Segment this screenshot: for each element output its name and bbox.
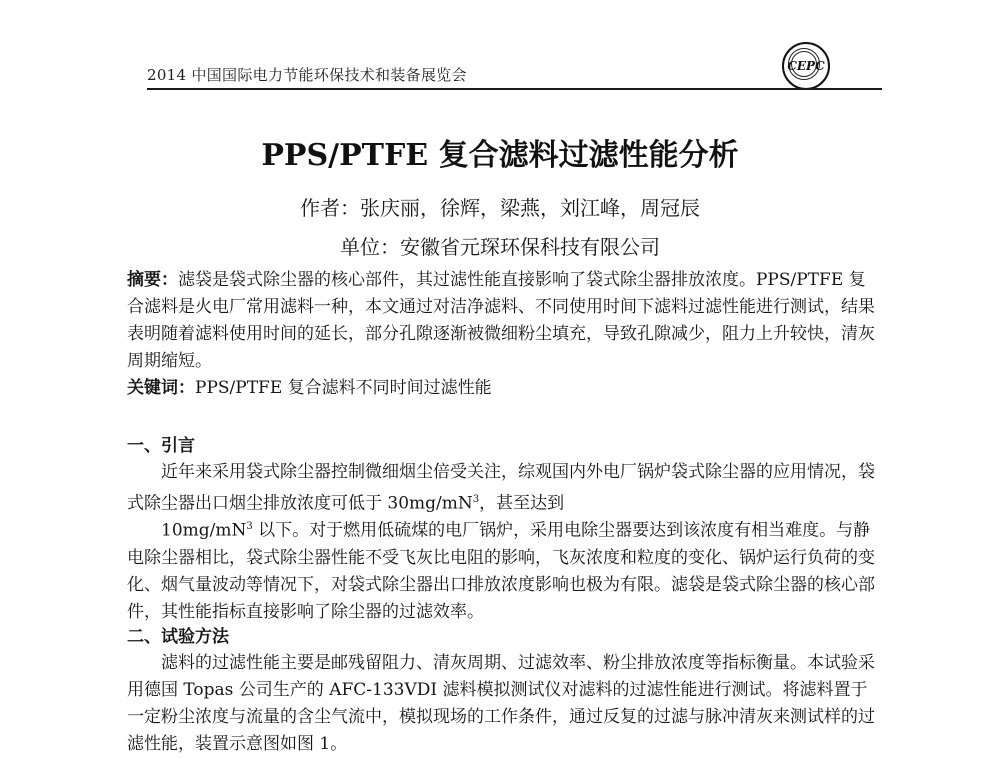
intro-p2-superscript: 3 bbox=[246, 521, 253, 532]
affiliation: 单位：安徽省元琛环保科技有限公司 bbox=[340, 235, 660, 259]
intro-p1-text-a: 近年来采用袋式除尘器控制微细烟尘倍受关注，综观国内外电厂锅炉袋式除尘器的应用情况，袋式除尘器出口烟尘排放浓度可低于 30mg/mN bbox=[127, 462, 875, 514]
paper-title: PPS/PTFE 复合滤料过滤性能分析 bbox=[261, 138, 739, 173]
header-rule bbox=[147, 88, 882, 90]
running-header: 2014 中国国际电力节能环保技术和装备展览会 bbox=[147, 66, 467, 84]
section-heading-introduction: 一、引言 bbox=[127, 436, 195, 456]
keywords-text: PPS/PTFE 复合滤料不同时间过滤性能 bbox=[195, 378, 492, 398]
intro-paragraph-2 bbox=[127, 513, 882, 626]
abstract-label: 摘要： bbox=[127, 270, 178, 290]
section-heading-method: 二、试验方法 bbox=[127, 627, 229, 647]
abstract-text: 滤袋是袋式除尘器的核心部件，其过滤性能直接影响了袋式除尘器排放浓度。PPS/PTFE 复合滤料是火电厂常用滤料一种，本文通过对洁净滤料、不同使用时间下滤料过滤性能进行测试，结果表明随着滤料使用时间的延长，部分孔隙逐渐被微细粉尘填充，导致孔隙减少，阻力上升较快，清灰周期缩短。 bbox=[127, 270, 875, 371]
keywords bbox=[127, 375, 882, 402]
intro-paragraph-1 bbox=[127, 459, 882, 518]
logo-text: CEPC bbox=[787, 59, 825, 73]
method-paragraph: 滤料的过滤性能主要是邮残留阻力、清灰周期、过滤效率、粉尘排放浓度等指标衡量。本试验采用德国 Topas 公司生产的 AFC-133VDI 滤料模拟测试仪对滤料的过滤性能进行测试。将滤料置于一定粉尘浓度与流量的含尘气流中，模拟现场的工作条件，通过反复的过滤与脉冲清灰来测试样的过滤性能，装置示意图如图 1。 bbox=[127, 653, 875, 754]
abstract bbox=[127, 267, 882, 375]
authors: 作者：张庆丽，徐辉，梁燕，刘江峰，周冠辰 bbox=[300, 196, 700, 220]
conference-logo bbox=[782, 42, 830, 90]
intro-p1-superscript: 3 bbox=[472, 494, 480, 505]
intro-p2-text-b: 以下。对于燃用低硫煤的电厂锅炉，采用电除尘器要达到该浓度有相当难度。与静电除尘器相比，袋式除尘器性能不受飞灰比电阻的影响，飞灰浓度和粒度的变化、锅炉运行负荷的变化、烟气量波动等情况下，对袋式除尘器出口排放浓度影响也极为有限。滤袋是袋式除尘器的核心部件，其性能指标直接影响了除尘器的过滤效率。 bbox=[127, 520, 875, 622]
keywords-label: 关键词： bbox=[127, 378, 195, 398]
intro-p1-text-b: ，甚至达到 bbox=[479, 493, 565, 514]
intro-p2-text-a: 10mg/mN bbox=[161, 520, 247, 541]
